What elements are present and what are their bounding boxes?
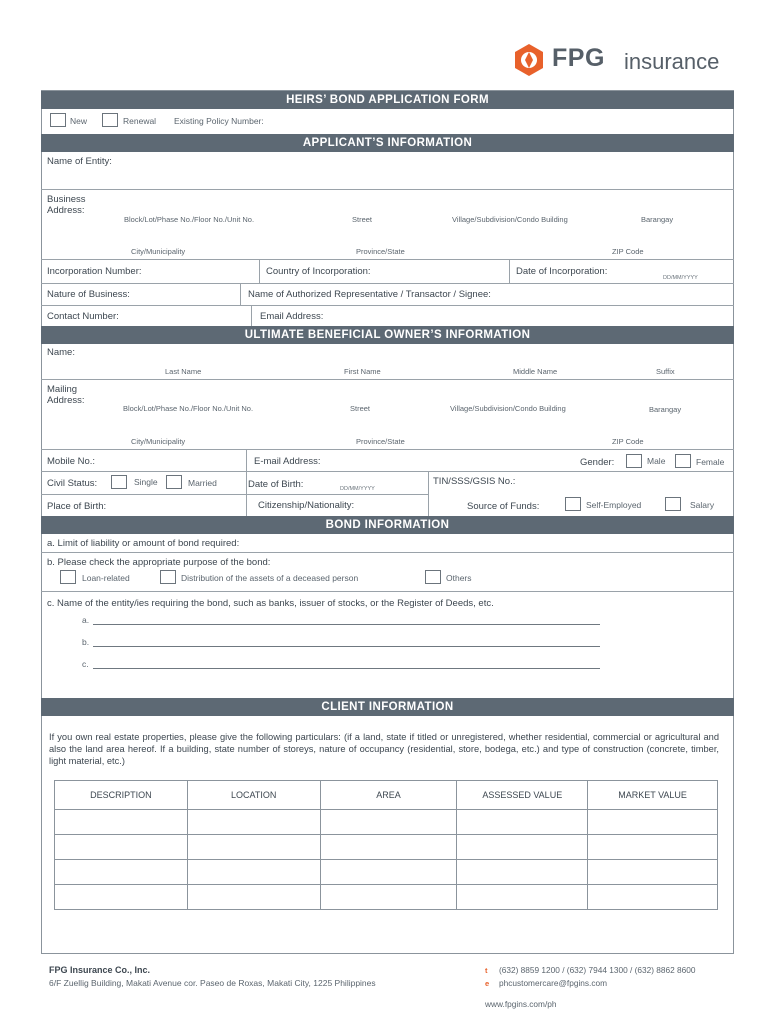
source-of-funds-label: Source of Funds: — [467, 501, 540, 512]
divider — [240, 283, 241, 305]
business-address-label-2: Address: — [47, 205, 85, 216]
bond-c-label: c. Name of the entity/ies requiring the bond, such as banks, issuer of stocks, or the Register of Deeds, etc. — [47, 598, 494, 609]
name-of-entity-label: Name of Entity: — [47, 156, 112, 167]
bond-c-a-line[interactable] — [93, 624, 600, 625]
divider — [428, 471, 429, 516]
salary-checkbox[interactable] — [665, 497, 681, 511]
male-checkbox[interactable] — [626, 454, 642, 468]
single-checkbox[interactable] — [111, 475, 127, 489]
table-cell[interactable] — [320, 885, 457, 910]
table-cell[interactable] — [457, 885, 588, 910]
table-cell[interactable] — [588, 885, 718, 910]
table-cell[interactable] — [55, 885, 188, 910]
table-cell[interactable] — [55, 860, 188, 885]
divider — [246, 449, 247, 516]
loan-related-label: Loan-related — [82, 573, 130, 583]
table-cell[interactable] — [187, 885, 320, 910]
table-row — [55, 810, 718, 835]
incorporation-number-label: Incorporation Number: — [47, 266, 142, 277]
footer-phones: (632) 8859 1200 / (632) 7944 1300 / (632) 8862 8600 — [499, 965, 696, 975]
logo-brand: FPG — [552, 44, 605, 72]
loan-related-checkbox[interactable] — [60, 570, 76, 584]
col-assessed-value: ASSESSED VALUE — [457, 781, 588, 810]
female-label: Female — [696, 457, 725, 467]
existing-policy-label: Existing Policy Number: — [174, 116, 264, 126]
table-cell[interactable] — [320, 810, 457, 835]
ubo-addr-barangay-hint: Barangay — [649, 405, 682, 414]
country-of-incorporation-label: Country of Incorporation: — [266, 266, 371, 277]
suffix-hint: Suffix — [656, 367, 675, 376]
table-cell[interactable] — [457, 860, 588, 885]
property-table — [54, 780, 718, 910]
ubo-addr-city-hint: City/Municipality — [131, 437, 186, 446]
date-format-hint: DD/MM/YYYY — [663, 275, 698, 281]
table-cell[interactable] — [55, 810, 188, 835]
footer-email[interactable]: phcustomercare@fpgins.com — [499, 978, 608, 988]
col-area: AREA — [320, 781, 457, 810]
bond-b-label: b. Please check the appropriate purpose of the bond: — [47, 557, 271, 568]
gender-label: Gender: — [580, 457, 615, 468]
fpg-logo — [512, 40, 737, 80]
table-cell[interactable] — [187, 860, 320, 885]
mailing-address-label-2: Address: — [47, 395, 85, 406]
table-row — [55, 835, 718, 860]
footer-address: 6/F Zuellig Building, Makati Avenue cor. Paseo de Roxas, Makati City, 1225 Philippines — [49, 978, 376, 988]
table-cell[interactable] — [55, 835, 188, 860]
bond-c-b-label: b. — [82, 637, 90, 647]
col-description: DESCRIPTION — [55, 781, 188, 810]
married-label: Married — [188, 478, 217, 488]
addr-block-hint: Block/Lot/Phase No./Floor No./Unit No. — [124, 215, 255, 224]
divider — [259, 259, 260, 283]
tin-label: TIN/SSS/GSIS No.: — [433, 476, 516, 487]
self-employed-label: Self-Employed — [586, 500, 642, 510]
email-key: e — [485, 979, 490, 988]
table-cell[interactable] — [588, 835, 718, 860]
female-checkbox[interactable] — [675, 454, 691, 468]
divider — [41, 552, 734, 553]
self-employed-checkbox[interactable] — [565, 497, 581, 511]
table-cell[interactable] — [588, 810, 718, 835]
ubo-addr-village-hint: Village/Subdivision/Condo Building — [450, 404, 566, 413]
mobile-label: Mobile No.: — [47, 456, 96, 467]
form-title: HEIRS’ BOND APPLICATION FORM — [41, 91, 734, 109]
addr-city-hint: City/Municipality — [131, 247, 186, 256]
bond-c-a-label: a. — [82, 615, 90, 625]
others-checkbox[interactable] — [425, 570, 441, 584]
salary-label: Salary — [690, 500, 715, 510]
divider — [41, 471, 734, 472]
addr-barangay-hint: Barangay — [641, 215, 674, 224]
civil-status-label: Civil Status: — [47, 478, 98, 489]
footer-company: FPG Insurance Co., Inc. — [49, 965, 151, 975]
divider — [41, 379, 734, 380]
col-location: LOCATION — [187, 781, 320, 810]
distribution-checkbox[interactable] — [160, 570, 176, 584]
others-label: Others — [446, 573, 472, 583]
table-cell[interactable] — [457, 810, 588, 835]
bond-c-b-line[interactable] — [93, 646, 600, 647]
email-address-label: Email Address: — [260, 311, 324, 322]
last-name-hint: Last Name — [165, 367, 202, 376]
fpg-logo-icon — [512, 43, 546, 77]
ubo-addr-province-hint: Province/State — [356, 437, 405, 446]
male-label: Male — [647, 456, 666, 466]
authorized-rep-label: Name of Authorized Representative / Transactor / Signee: — [248, 289, 491, 300]
addr-zip-hint: ZIP Code — [612, 247, 644, 256]
client-instructions: If you own real estate properties, please give the following particulars: (if a land, state if titled or unregistered, whether residential, commercial or agricultural and also the land area hereof. If a building, state number of storeys, nature of occupancy (residential, store, bodega, etc.) and type of construction (concrete, timber, light material, etc.) — [49, 732, 719, 766]
divider — [41, 494, 428, 495]
contact-number-label: Contact Number: — [47, 311, 119, 322]
addr-province-hint: Province/State — [356, 247, 405, 256]
divider — [41, 305, 734, 306]
addr-street-hint: Street — [352, 215, 373, 224]
first-name-hint: First Name — [344, 367, 381, 376]
ubo-addr-zip-hint: ZIP Code — [612, 437, 644, 446]
client-header: CLIENT INFORMATION — [41, 698, 734, 716]
table-row — [55, 885, 718, 910]
middle-name-hint: Middle Name — [513, 367, 558, 376]
bond-header: BOND INFORMATION — [41, 516, 734, 534]
table-cell[interactable] — [457, 835, 588, 860]
citizenship-label: Citizenship/Nationality: — [258, 500, 355, 511]
applicant-header: APPLICANT’S INFORMATION — [41, 134, 734, 152]
col-market-value: MARKET VALUE — [588, 781, 718, 810]
logo-sub: insurance — [624, 49, 720, 74]
mailing-address-label-1: Mailing — [47, 384, 78, 395]
addr-village-hint: Village/Subdivision/Condo Building — [452, 215, 568, 224]
table-cell[interactable] — [588, 860, 718, 885]
table-header-row — [55, 781, 718, 810]
ubo-email-label: E-mail Address: — [254, 456, 321, 467]
dob-format-hint: DD/MM/YYYY — [340, 486, 375, 492]
footer-website[interactable]: www.fpgins.com/ph — [485, 999, 557, 1009]
table-cell[interactable] — [320, 860, 457, 885]
renewal-checkbox[interactable] — [102, 113, 118, 127]
date-of-incorporation-label: Date of Incorporation: — [516, 266, 608, 277]
divider — [41, 189, 734, 190]
new-label: New — [70, 116, 88, 126]
nature-of-business-label: Nature of Business: — [47, 289, 130, 300]
new-checkbox[interactable] — [50, 113, 66, 127]
bond-a-label: a. Limit of liability or amount of bond required: — [47, 538, 240, 549]
divider — [41, 591, 734, 592]
table-cell[interactable] — [187, 835, 320, 860]
phone-key: t — [485, 966, 488, 975]
place-of-birth-label: Place of Birth: — [47, 501, 107, 512]
divider — [509, 259, 510, 283]
single-label: Single — [134, 477, 158, 487]
divider — [41, 283, 734, 284]
table-cell[interactable] — [187, 810, 320, 835]
ubo-name-label: Name: — [47, 347, 75, 358]
ubo-header: ULTIMATE BENEFICIAL OWNER’S INFORMATION — [41, 326, 734, 344]
divider — [41, 259, 734, 260]
business-address-label-1: Business — [47, 194, 86, 205]
distribution-label: Distribution of the assets of a deceased person — [181, 573, 359, 583]
divider — [251, 305, 252, 326]
married-checkbox[interactable] — [166, 475, 182, 489]
bond-c-c-label: c. — [82, 659, 89, 669]
table-cell[interactable] — [320, 835, 457, 860]
ubo-addr-street-hint: Street — [350, 404, 371, 413]
divider — [41, 449, 734, 450]
renewal-label: Renewal — [123, 116, 157, 126]
bond-c-c-line[interactable] — [93, 668, 600, 669]
ubo-addr-block-hint: Block/Lot/Phase No./Floor No./Unit No. — [123, 404, 254, 413]
dob-label: Date of Birth: — [248, 479, 304, 490]
table-row — [55, 860, 718, 885]
